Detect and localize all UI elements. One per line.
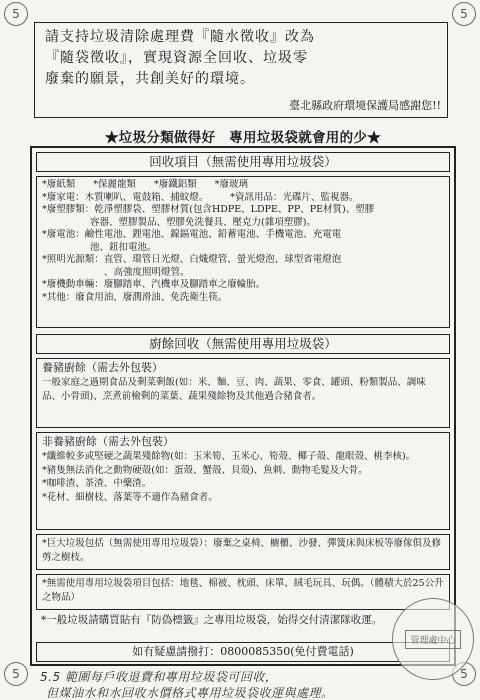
compost-box [36, 432, 450, 530]
stamp-text: 管理處中心 [405, 630, 460, 649]
light-row [42, 254, 444, 279]
no-bag-text: *無需使用專用垃圾袋項目包括：地毯、棉被、枕頭、床單、絨毛玩具、玩偶。（體積大於25公升之物品） [42, 578, 444, 603]
light-line-2: 、高強度照明燈管。 [104, 266, 190, 278]
light-line-1: *照明光源類：直管、環管日光燈、白熾燈管、螢光燈泡、球型省電燈泡 [42, 254, 342, 265]
compost-item-3: *咖啡渣、茶渣、中藥渣。 [42, 478, 152, 489]
plastic-line-2: 容器、塑膠製品、塑膠免洗餐具、壓克力(雜項塑膠)。 [90, 216, 316, 228]
recycle-categories [42, 179, 444, 192]
bulky-text: *巨大垃圾包括（無需使用專用垃圾袋）：廢棄之桌椅、櫥櫃、沙發、彈簧床與床板等廢傢俱及修剪之樹枝。 [42, 538, 442, 563]
bulky-box [36, 534, 450, 570]
kitchen-title: 廚餘回收（無需使用專用垃圾袋） [36, 334, 450, 354]
cat-metal: *廢鐵鋁類 [154, 179, 197, 190]
intro-line-1: 請支持垃圾清除處理費『隨水徵收』改為 [45, 29, 315, 45]
recycle-list [36, 176, 450, 328]
headline: ★垃圾分類做得好 專用垃圾袋就會用的少★ [105, 130, 381, 146]
cat-paper: *廢紙類 [42, 179, 76, 190]
plastic-line-1: *廢塑膠類：乾淨塑膠袋、塑膠材質(包含HDPE、LDPE、PP、PE材質)、塑膠 [42, 204, 375, 215]
other-row: *其他：廢食用油、廢潤滑油、免洗衛生筷。 [42, 291, 228, 303]
no-bag-box [36, 574, 450, 610]
vehicle-row: *廢機動車輛：廢腳踏車、汽機車及腳踏車之廢輪胎。 [42, 279, 266, 290]
intro-line-2: 『隨袋徵收』，實現資源全回收、垃圾零 [45, 50, 308, 66]
intro-thanks: 臺北縣政府環境保護局感謝您!! [289, 99, 441, 112]
handwriting-line-2: 但煤油水和水回收水價格式專用垃圾袋收運與處理。 [46, 686, 334, 700]
hotline: 如有疑慮請撥打：0800085350(免付費電話) [36, 642, 450, 662]
office-stamp [392, 598, 474, 680]
intro-box [34, 22, 448, 118]
info-text: *資訊用品：光碟片、監視器。 [230, 191, 359, 203]
appliance-text: *廢家電：木質喇叭、電鼓箱、捕蚊燈。 [42, 191, 209, 203]
compost-item-4: *花材、細樹枝、落葉等不適作為豬食者。 [42, 491, 218, 503]
compost-item-2: *豬隻無法消化之動物硬殼(如：蛋殼、蟹殼、貝殼)、魚刺、動物毛髮及大骨。 [42, 464, 368, 476]
corner-seal-bottom-right: 5 [452, 662, 476, 686]
corner-seal-top-right: 5 [452, 2, 476, 26]
general-box [36, 614, 450, 638]
corner-seal-bottom-left: 5 [4, 662, 28, 686]
compost-item-1: *纖維較多或堅硬之蔬果殘餘物(如：玉米筍、玉米心、筍殼、椰子殼、龍眼殼、桃李核)。 [42, 451, 416, 462]
battery-line-2: 池、鈕扣電池。 [90, 241, 157, 253]
pig-food-box [36, 358, 450, 428]
battery-row [42, 229, 444, 254]
pig-food-text: 一般家庭之過期食品及剩菜剩飯(如：米、麵、豆、肉、蔬果、零食、罐頭、粉類製品、調味品、小骨頭)、烹煮前檢剩的菜葉、蔬果殘餘物及其他過合豬食者。 [42, 377, 426, 402]
battery-line-1: *廢電池：鹼性電池、鋰電池、鎳鎘電池、鉛蓄電池、手機電池、充電電 [42, 229, 342, 240]
compost-title: 非養豬廚餘（需去外包裝） [42, 435, 174, 448]
recycle-appliance-row [42, 192, 444, 205]
general-text: *一般垃圾請購買貼有『防偽標籤』之專用垃圾袋，始得交付清潔隊收運。 [41, 614, 383, 626]
cat-foam: *保麗龍類 [93, 179, 137, 190]
handwriting-line-1: 5.5 範圍每戶收退費和專用垃圾袋可回收， [40, 670, 278, 684]
plastic-row [42, 204, 444, 229]
intro-line-3: 廢棄的願景，共創美好的環境。 [45, 71, 255, 87]
corner-seal-top-left: 5 [4, 2, 28, 26]
cat-glass: *廢玻璃 [214, 179, 249, 190]
pig-food-title: 養豬廚餘（需去外包裝） [42, 361, 163, 374]
recycle-title: 回收項目（無需使用專用垃圾袋） [36, 152, 450, 172]
sorting-table [30, 146, 456, 666]
